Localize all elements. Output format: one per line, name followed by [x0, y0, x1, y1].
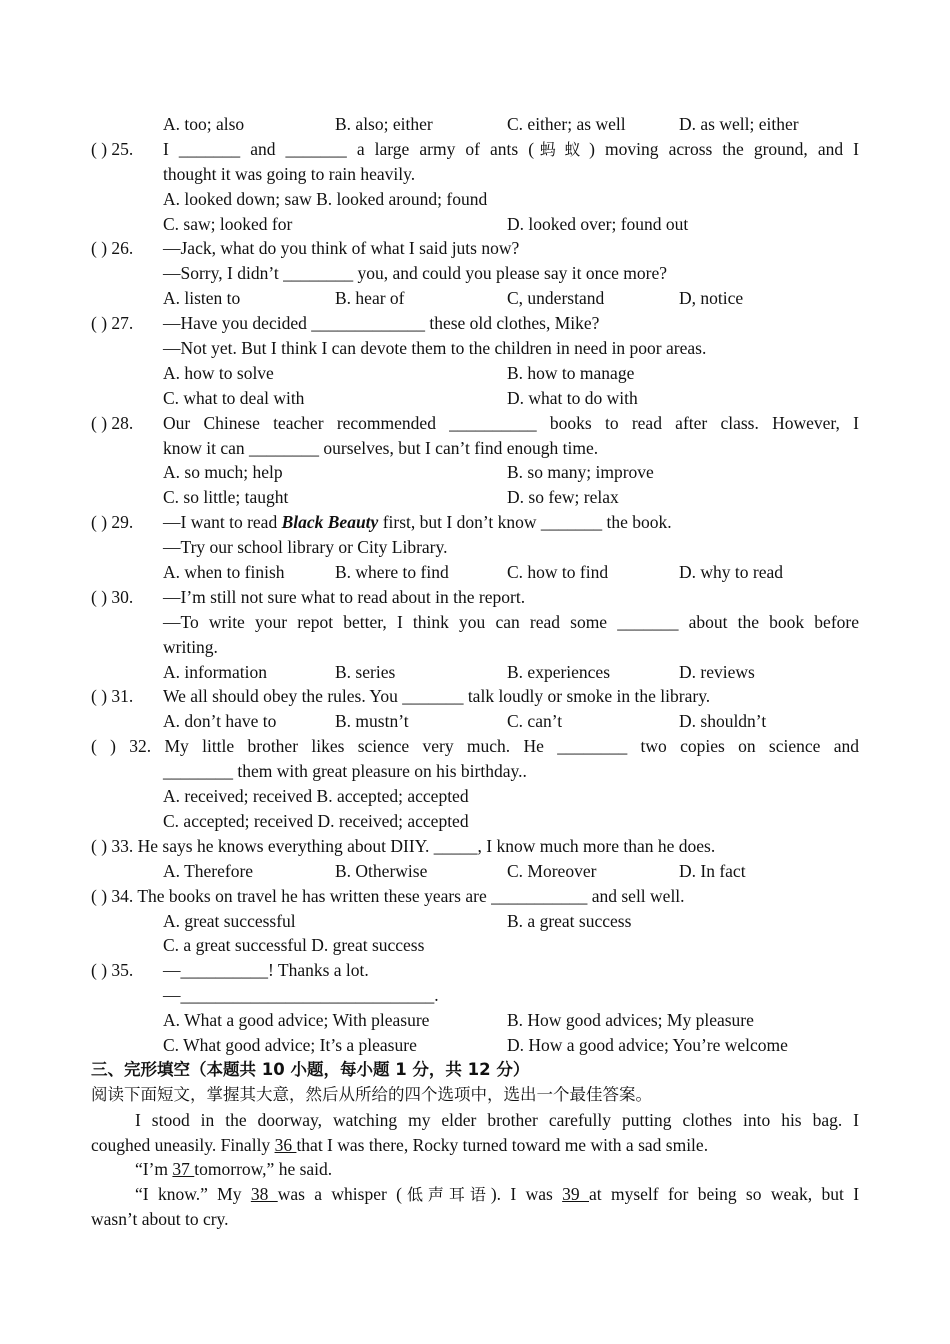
q31-stem-line-1 [91, 684, 859, 709]
q30-text-b: —To write your repot better, I think you can read some _______ about the book before [163, 611, 859, 632]
q27-options-row-1 [91, 361, 859, 386]
q25-option-d[interactable]: D. looked over; found out [507, 213, 689, 234]
q26-option-a[interactable]: A. listen to [163, 288, 241, 309]
q32-text-a: ( ) 32. My little brother likes science very much. He ________ two copies on science and [91, 736, 859, 757]
q35-text-a: —__________! Thanks a lot. [163, 960, 369, 981]
q26-text-b: —Sorry, I didn’t ________ you, and could you please say it once more? [163, 263, 667, 284]
q26-option-d[interactable]: D, notice [679, 288, 744, 309]
q25-text-a: I _______ and _______ a large army of ants ( [163, 138, 535, 159]
q34-option-a[interactable]: A. great successful [163, 910, 296, 931]
passage-p1-text-b: coughed uneasily. Finally [91, 1134, 275, 1155]
q27-option-d[interactable]: D. what to do with [507, 387, 638, 408]
q32-options-row-1 [91, 784, 859, 809]
q25-text-c: thought it was going to rain heavily. [163, 163, 416, 184]
q24-option-c[interactable]: C. either; as well [507, 114, 626, 134]
passage-p3-text-d: at myself for being so weak, but I [589, 1184, 860, 1205]
q29-stem-line-2 [91, 535, 859, 560]
passage-p2-line [91, 1157, 859, 1182]
q30-options [91, 660, 859, 685]
q24-option-d[interactable]: D. as well; either [679, 114, 799, 134]
q31-option-c[interactable]: C. can’t [507, 711, 563, 732]
q33-option-a[interactable]: A. Therefore [163, 860, 254, 881]
q28-number: ( ) 28. [91, 412, 134, 433]
q29-option-d[interactable]: D. why to read [679, 562, 784, 583]
passage-p1-text-c: that I was there, Rocky turned toward me with a sad smile. [296, 1134, 709, 1155]
q30-option-d[interactable]: D. reviews [679, 661, 755, 682]
q34-options-row-1 [91, 909, 859, 934]
q29-options [91, 560, 859, 585]
blank-39[interactable]: 39 [562, 1184, 589, 1205]
q30-option-a[interactable]: A. information [163, 661, 268, 682]
q26-option-c[interactable]: C, understand [507, 288, 605, 309]
q29-stem-line-1 [91, 510, 859, 535]
q24-option-b[interactable]: B. also; either [335, 114, 433, 134]
passage-p1-line-1 [91, 1108, 859, 1133]
q25-chinese-gloss: 蚂蚁 [534, 139, 590, 159]
q32-options-row-2 [91, 809, 859, 834]
q33-option-c[interactable]: C. Moreover [507, 860, 597, 881]
section-3-instruction-line [91, 1083, 859, 1108]
blank-38[interactable]: 38 [250, 1184, 278, 1205]
q32-options-ab[interactable]: A. received; received B. accepted; accepted [163, 786, 469, 807]
q31-option-d[interactable]: D. shouldn’t [679, 711, 767, 732]
q32-text-b: ________ them with great pleasure on his birthday.. [163, 761, 527, 782]
passage-p3-text-e: wasn’t about to cry. [91, 1209, 229, 1230]
passage-p1-text-a: I stood in the doorway, watching my elder brother carefully putting clothes into his bag. I [135, 1109, 859, 1130]
q27-option-b[interactable]: B. how to manage [507, 362, 635, 383]
q29-option-c[interactable]: C. how to find [507, 562, 609, 583]
q28-options-row-2 [91, 485, 859, 510]
q26-number: ( ) 26. [91, 238, 134, 259]
q30-text-c: writing. [163, 636, 218, 657]
passage-p3-line-1 [91, 1182, 859, 1207]
q35-options-row-2 [91, 1033, 859, 1058]
q27-text-b: —Not yet. But I think I can devote them to the children in need in poor areas. [163, 338, 707, 359]
q32-options-cd[interactable]: C. accepted; received D. received; accepted [163, 810, 469, 831]
passage-p1-line-2 [91, 1133, 859, 1158]
q29-number: ( ) 29. [91, 512, 134, 533]
q31-text: We all should obey the rules. You _______ talk loudly or smoke in the library. [163, 686, 711, 707]
passage-chinese-gloss: 低声耳语 [401, 1185, 491, 1205]
q31-options [91, 709, 859, 734]
q30-stem-line-3 [91, 635, 859, 660]
q28-option-a[interactable]: A. so much; help [163, 462, 283, 483]
q26-option-b[interactable]: B. hear of [335, 288, 405, 309]
q27-option-a[interactable]: A. how to solve [163, 362, 274, 383]
q35-option-b[interactable]: B. How good advices; My pleasure [507, 1010, 754, 1031]
q29-option-a[interactable]: A. when to finish [163, 562, 285, 583]
q33-text: ( ) 33. He says he knows everything about DIIY. _____, I know much more than he does. [91, 835, 716, 856]
q26-text-a: —Jack, what do you think of what I said juts now? [163, 238, 520, 259]
q34-option-b[interactable]: B. a great success [507, 910, 632, 931]
q26-stem-line-2 [91, 261, 859, 286]
q31-option-a[interactable]: A. don’t have to [163, 711, 277, 732]
q28-text-a: Our Chinese teacher recommended __________ books to read after class. However, I [163, 412, 859, 433]
passage-p3-text-c: ). I was [490, 1184, 563, 1205]
q35-option-c[interactable]: C. What good advice; It’s a pleasure [163, 1034, 417, 1055]
q35-number: ( ) 35. [91, 960, 134, 981]
q32-stem-line-1 [91, 734, 859, 759]
passage-p3-text-b: was a whisper ( [277, 1184, 402, 1205]
passage-p3-text-a: “I know.” My [135, 1184, 251, 1205]
blank-36[interactable]: 36 [274, 1134, 297, 1155]
exam-page [91, 112, 859, 1232]
q24-option-a[interactable]: A. too; also [163, 114, 245, 134]
section-3-heading [91, 1058, 859, 1083]
q30-text-a: —I’m still not sure what to read about in the report. [163, 586, 526, 607]
q35-text-b: —_____________________________. [163, 985, 439, 1006]
q28-option-b[interactable]: B. so many; improve [507, 462, 654, 483]
q28-option-d[interactable]: D. so few; relax [507, 487, 619, 508]
passage-p3-line-2 [91, 1207, 859, 1232]
q25-options-row-2 [91, 212, 859, 237]
q29-text-b: first, but I don’t know _______ the book. [378, 512, 672, 533]
blank-37[interactable]: 37 [172, 1159, 195, 1180]
passage-p2-text-b: tomorrow,” he said. [194, 1159, 333, 1180]
q33-option-b[interactable]: B. Otherwise [335, 860, 428, 881]
q34-stem-line-1 [91, 884, 859, 909]
q30-stem-line-2 [91, 610, 859, 635]
q25-options-ab[interactable]: A. looked down; saw B. looked around; found [163, 188, 488, 209]
q28-text-b: know it can ________ ourselves, but I can’t find enough time. [163, 437, 599, 458]
q33-stem-line-1 [91, 834, 859, 859]
q29-book-title: Black Beauty [281, 512, 379, 533]
q27-stem-line-2 [91, 336, 859, 361]
q25-options-row-1 [91, 187, 859, 212]
q28-stem-line-1 [91, 411, 859, 436]
q30-stem-line-1 [91, 585, 859, 610]
section-3-instruction: 阅读下面短文，掌握其大意，然后从所给的四个选项中，选出一个最佳答案。 [91, 1084, 652, 1104]
q24-options [91, 112, 859, 137]
q30-number: ( ) 30. [91, 586, 134, 607]
q33-options [91, 859, 859, 884]
q35-option-d[interactable]: D. How a good advice; You’re welcome [507, 1034, 788, 1055]
q26-options [91, 286, 859, 311]
q31-number: ( ) 31. [91, 686, 134, 707]
q27-number: ( ) 27. [91, 313, 134, 334]
q27-options-row-2 [91, 386, 859, 411]
q35-options-row-1 [91, 1008, 859, 1033]
q27-option-c[interactable]: C. what to deal with [163, 387, 305, 408]
q25-stem-line-1 [91, 137, 859, 162]
q35-stem-line-1 [91, 958, 859, 983]
q28-stem-line-2 [91, 436, 859, 461]
q32-stem-line-2 [91, 759, 859, 784]
section-3-title: 三、完形填空（本题共 10 小题，每小题 1 分，共 12 分） [91, 1059, 530, 1079]
q29-text-c: —Try our school library or City Library. [163, 537, 448, 558]
q34-text: ( ) 34. The books on travel he has written these years are ___________ and sell well. [91, 885, 685, 906]
q25-stem-line-2 [91, 162, 859, 187]
q30-option-b[interactable]: B. series [335, 661, 396, 682]
q31-option-b[interactable]: B. mustn’t [335, 711, 409, 732]
q25-number: ( ) 25. [91, 138, 134, 159]
q35-option-a[interactable]: A. What a good advice; With pleasure [163, 1010, 430, 1031]
q27-stem-line-1 [91, 311, 859, 336]
q25-option-c[interactable]: C. saw; looked for [163, 213, 293, 234]
q25-text-b: ) moving across the ground, and I [589, 138, 859, 159]
q26-stem-line-1 [91, 236, 859, 261]
q33-option-d[interactable]: D. In fact [679, 860, 746, 881]
q29-text-a: —I want to read [163, 512, 282, 533]
q28-options-row-1 [91, 460, 859, 485]
q34-options-row-2 [91, 933, 859, 958]
q35-stem-line-2 [91, 983, 859, 1008]
q34-options-cd[interactable]: C. a great successful D. great success [163, 935, 425, 956]
q27-text-a: —Have you decided _____________ these old clothes, Mike? [163, 313, 600, 334]
passage-p2-text-a: “I’m [135, 1159, 173, 1180]
q29-option-b[interactable]: B. where to find [335, 562, 449, 583]
q30-option-c[interactable]: B. experiences [507, 661, 611, 682]
q28-option-c[interactable]: C. so little; taught [163, 487, 289, 508]
